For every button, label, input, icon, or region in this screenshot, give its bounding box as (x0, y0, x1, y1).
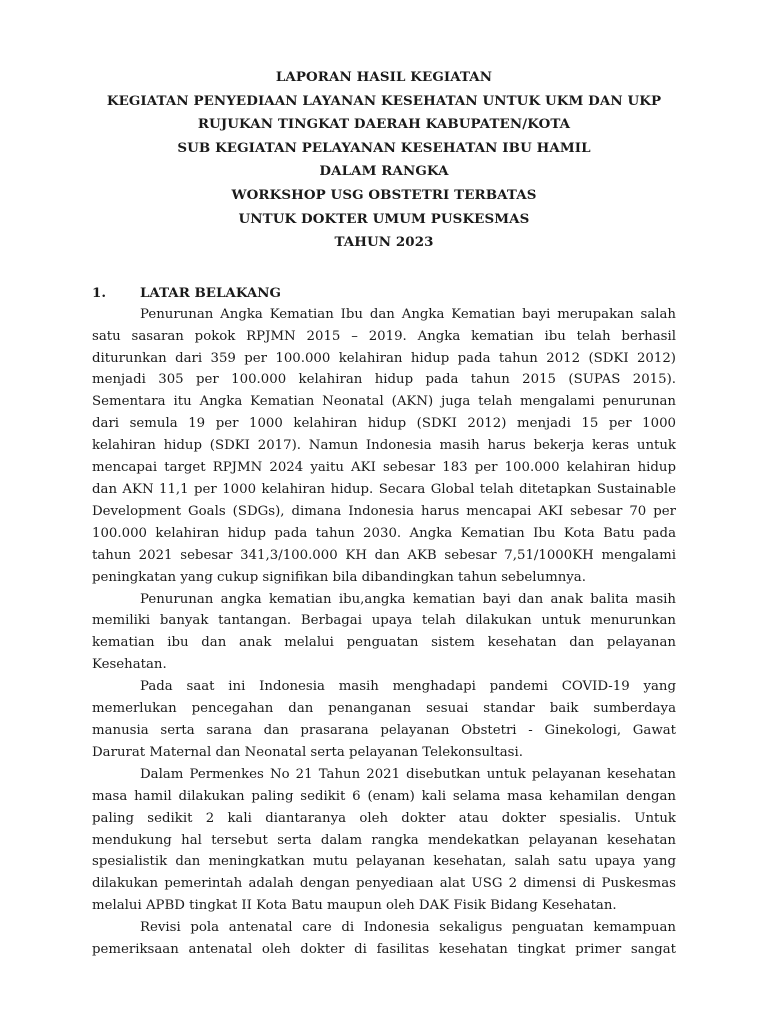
paragraph-line: kematian ibu dan anak melalui penguatan sistem kesehatan dan pelayanan (92, 635, 676, 651)
paragraph-line: dilakukan pemerintah adalah dengan penyediaan alat USG 2 dimensi di Puskesmas (92, 876, 676, 892)
paragraph-line: masa hamil dilakukan paling sedikit 6 (enam) kali selama masa kehamilan dengan (92, 788, 676, 804)
paragraph-line: mencapai target RPJMN 2024 yaitu AKI sebesar 183 per 100.000 kelahiran hidup (92, 460, 676, 476)
title-line: DALAM RANGKA (319, 163, 449, 180)
title-line: RUJUKAN TINGKAT DAERAH KABUPATEN/KOTA (197, 116, 571, 133)
title-line: LAPORAN HASIL KEGIATAN (275, 69, 493, 85)
paragraph-line: satu sasaran pokok RPJMN 2015 – 2019. Angka kematian ibu telah berhasil (92, 328, 676, 344)
paragraph-line: tahun 2021 sebesar 341,3/100.000 KH dan AKB sebesar 7,51/1000KH mengalami (92, 547, 676, 563)
paragraph-line: mendukung hal tersebut serta dalam rangka mendekatkan pelayanan kesehatan (92, 832, 676, 848)
paragraph-line: manusia serta sarana dan prasarana pelayanan Obstetri - Ginekologi, Gawat (92, 722, 676, 738)
paragraph-line: memiliki banyak tantangan. Berbagai upaya telah dilakukan untuk menurunkan (92, 613, 676, 629)
title-line: KEGIATAN PENYEDIAAN LAYANAN KESEHATAN UNTUK UKM DAN UKP (106, 92, 662, 109)
paragraph-line: Dalam Permenkes No 21 Tahun 2021 disebutkan untuk pelayanan kesehatan (140, 766, 676, 782)
paragraph (92, 917, 676, 961)
paragraph-line: Kesehatan. (92, 657, 167, 673)
paragraph-line: Development Goals (SDGs), dimana Indonesia harus mencapai AKI sebesar 70 per (92, 503, 676, 519)
paragraph-line: peningkatan yang cukup signifikan bila dibandingkan tahun sebelumnya. (92, 569, 586, 585)
paragraph (92, 764, 676, 917)
title-line: SUB KEGIATAN PELAYANAN KESEHATAN IBU HAMIL (177, 139, 591, 156)
title-line: UNTUK DOKTER UMUM PUSKESMAS (238, 210, 530, 227)
paragraph-line: dari semula 19 per 1000 kelahiran hidup (SDKI 2012) menjadi 15 per 1000 (92, 416, 676, 432)
paragraph-line: Sementara itu Angka Kematian Neonatal (AKN) juga telah mengalami penurunan (92, 394, 676, 410)
paragraph-line: kelahiran hidup (SDKI 2017). Namun Indonesia masih harus bekerja keras untuk (92, 438, 676, 454)
paragraph-line: memerlukan pencegahan dan penanganan sesuai standar baik sumberdaya (92, 701, 676, 717)
section-title: LATAR BELAKANG (140, 284, 281, 301)
paragraph (92, 589, 676, 677)
paragraph-line: Penurunan Angka Kematian Ibu dan Angka Kematian bayi merupakan salah (140, 306, 676, 322)
paragraph-line: Revisi pola antenatal care di Indonesia sekaligus penguatan kemampuan (140, 920, 676, 936)
paragraph (92, 676, 676, 764)
section-number: 1. (92, 284, 106, 301)
paragraph-line: paling sedikit 2 kali diantaranya oleh dokter atau dokter spesialis. Untuk (92, 810, 676, 826)
section-heading (92, 282, 676, 304)
paragraph-line: melalui APBD tingkat II Kota Batu maupun oleh DAK Fisik Bidang Kesehatan. (92, 898, 617, 914)
paragraph-line: dan AKN 11,1 per 1000 kelahiran hidup. Secara Global telah ditetapkan Sustainable (92, 482, 676, 497)
document-title (92, 66, 676, 255)
title-line: WORKSHOP USG OBSTETRI TERBATAS (231, 186, 537, 203)
paragraph-line: Penurunan angka kematian ibu,angka kematian bayi dan anak balita masih (140, 591, 676, 607)
paragraph-line: 100.000 kelahiran hidup pada tahun 2030. Angka Kematian Ibu Kota Batu pada (92, 525, 676, 541)
paragraph-line: Pada saat ini Indonesia masih menghadapi pandemi COVID-19 yang (140, 679, 676, 695)
title-line: TAHUN 2023 (334, 234, 434, 251)
paragraph-line: Darurat Maternal dan Neonatal serta pelayanan Telekonsultasi. (92, 744, 523, 760)
paragraph-line: diturunkan dari 359 per 100.000 kelahiran hidup pada tahun 2012 (SDKI 2012) (92, 350, 676, 366)
paragraph-line: menjadi 305 per 100.000 kelahiran hidup pada tahun 2015 (SUPAS 2015). (92, 372, 676, 388)
paragraph (92, 304, 676, 589)
paragraph-line: spesialistik dan meningkatkan mutu pelayanan kesehatan, salah satu upaya yang (92, 854, 676, 870)
paragraph-line: pemeriksaan antenatal oleh dokter di fasilitas kesehatan tingkat primer sangat (92, 942, 676, 958)
